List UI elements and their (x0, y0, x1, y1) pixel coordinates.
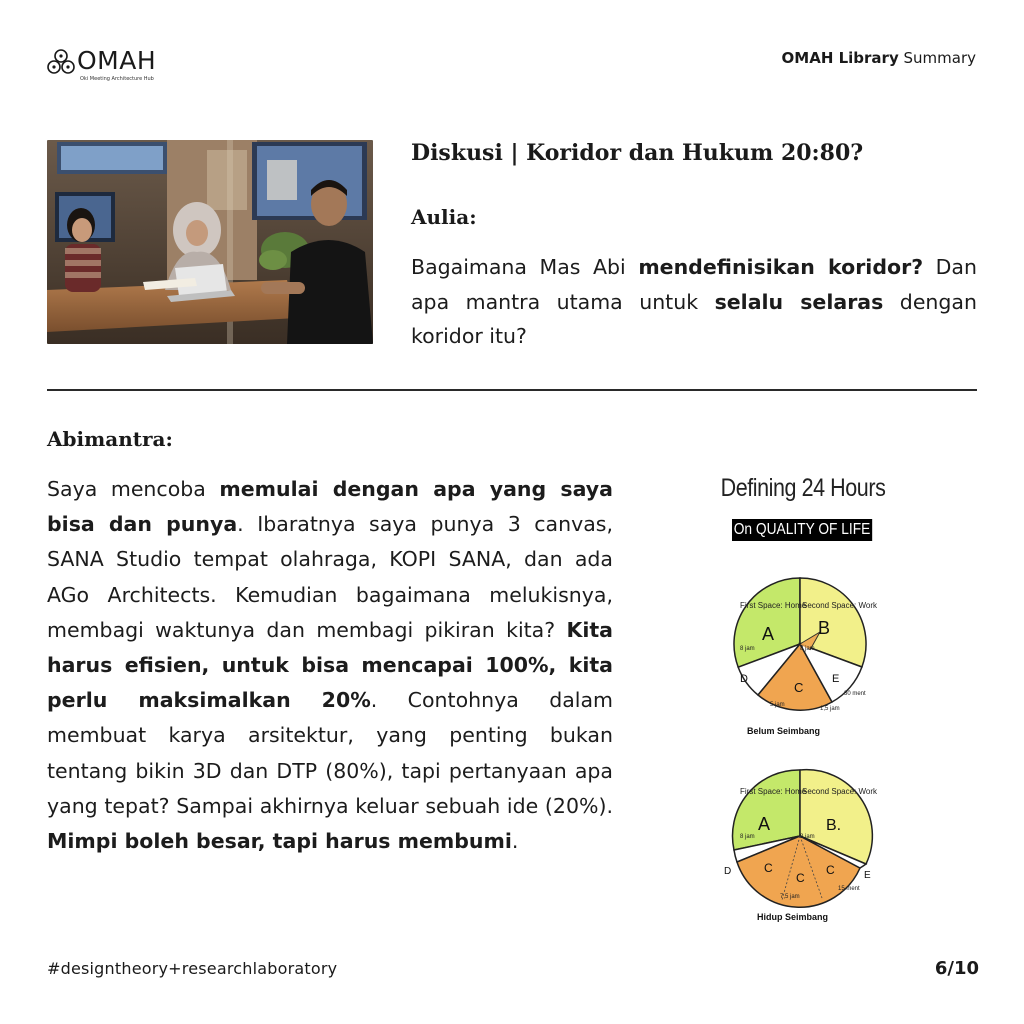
pie2-letter-d: D (724, 866, 732, 877)
logo-tagline: Oki Meeting Architecture Hub (80, 76, 154, 82)
answer-bold-3: Mimpi boleh besar, tapi harus membumi (47, 829, 512, 854)
pie2-letter-e: E (864, 870, 871, 881)
figure-subtitle: On QUALITY OF LIFE (732, 519, 872, 541)
question-text-2: Dan apa mantra utama untuk (411, 255, 977, 314)
pie1-letter-a: A (762, 624, 775, 644)
question-bold-2: selalu selaras (714, 289, 884, 314)
pie2-caption: Hidup Seimbang (757, 912, 829, 922)
logo-wordmark: OMAH (77, 46, 157, 75)
pie2-c-hours: 7,5 jam (780, 894, 800, 900)
pie1-b-hours: 8 jam (800, 646, 815, 652)
header-title-regular: Summary (898, 49, 976, 67)
discussion-photo (47, 140, 373, 344)
pie-chart-balanced (720, 764, 880, 912)
answer-text-4: . (511, 829, 519, 854)
header-title (782, 49, 976, 67)
discussion-title: Diskusi | Koridor dan Hukum 20:80? (411, 140, 864, 166)
pie2-letter-b: B. (826, 817, 842, 834)
pie1-caption: Belum Seimbang (747, 726, 821, 736)
pie2-e-hours: 15 ment (838, 886, 860, 892)
answerer-name: Abimantra: (47, 427, 173, 451)
pie1-letter-b: B (818, 618, 831, 638)
figure-title: Defining 24 Hours (720, 474, 886, 502)
answer-bold-2: Kita harus efisien, untuk bisa mencapai 100%, kita perlu maksimalkan 20% (47, 617, 613, 713)
pie2-letter-c-2: C (796, 871, 805, 885)
answer-text-3: . Contohnya dalam membuat karya arsitektur, yang penting bukan tentang bikin 3D dan DTP (80%), tapi pertanyaan apa yang tepat? Sampai akhirnya keluar sebuah ide (20%). (47, 688, 613, 818)
answer-text (47, 472, 613, 859)
header-title-bold: OMAH Library (781, 49, 899, 67)
question-bold-1: mendefinisikan koridor? (638, 255, 924, 279)
pie1-letter-c: C (794, 680, 804, 695)
section-divider (47, 389, 977, 391)
omah-logo (46, 46, 176, 86)
pie-chart-unbalanced (720, 570, 880, 718)
pie2-letter-c-3: C (826, 863, 835, 877)
pie2-letter-c-1: C (764, 861, 773, 875)
pie2-label-a: First Space: Home (740, 787, 807, 796)
page-number: 6/10 (934, 958, 979, 979)
pie2-label-b: Second Space: Work (802, 787, 878, 796)
trefoil-logo-icon (46, 48, 76, 76)
discussion-photo-illustration (47, 140, 373, 344)
pie2-a-hours: 8 jam (740, 834, 755, 840)
pie1-letter-e: E (832, 673, 840, 685)
answer-text-1: Saya mencoba (47, 477, 220, 501)
pie1-e-hours: 1,5 jam (820, 706, 840, 712)
question-text-3: dengan koridor itu? (411, 289, 977, 348)
pie2-b-hours: 8 jam (800, 834, 815, 840)
question-text-1: Bagaimana Mas Abi (411, 255, 639, 279)
pie1-c-hours: 5 jam (770, 702, 785, 708)
questioner-name: Aulia: (411, 205, 477, 229)
pie2-letter-a: A (758, 814, 771, 834)
footer-hashtag: #designtheory+researchlaboratory (47, 959, 338, 978)
pie1-a-hours: 8 jam (740, 646, 755, 652)
answer-bold-1: memulai dengan apa yang saya bisa dan punya (47, 477, 614, 537)
question-text (411, 250, 977, 354)
answer-text-2: . Ibaratnya saya punya 3 canvas, SANA Studio tempat olahraga, KOPI SANA, dan ada AGo Architects. Kemudian bagaimana melukisnya, membagi waktunya dan membagi pikiran kita? (47, 512, 613, 642)
pie1-e-extra: 30 ment (844, 691, 866, 697)
pie1-label-b: Second Space: Work (802, 601, 878, 610)
pie1-letter-d: D (740, 673, 748, 685)
pie1-label-a: First Space: Home (740, 601, 807, 610)
